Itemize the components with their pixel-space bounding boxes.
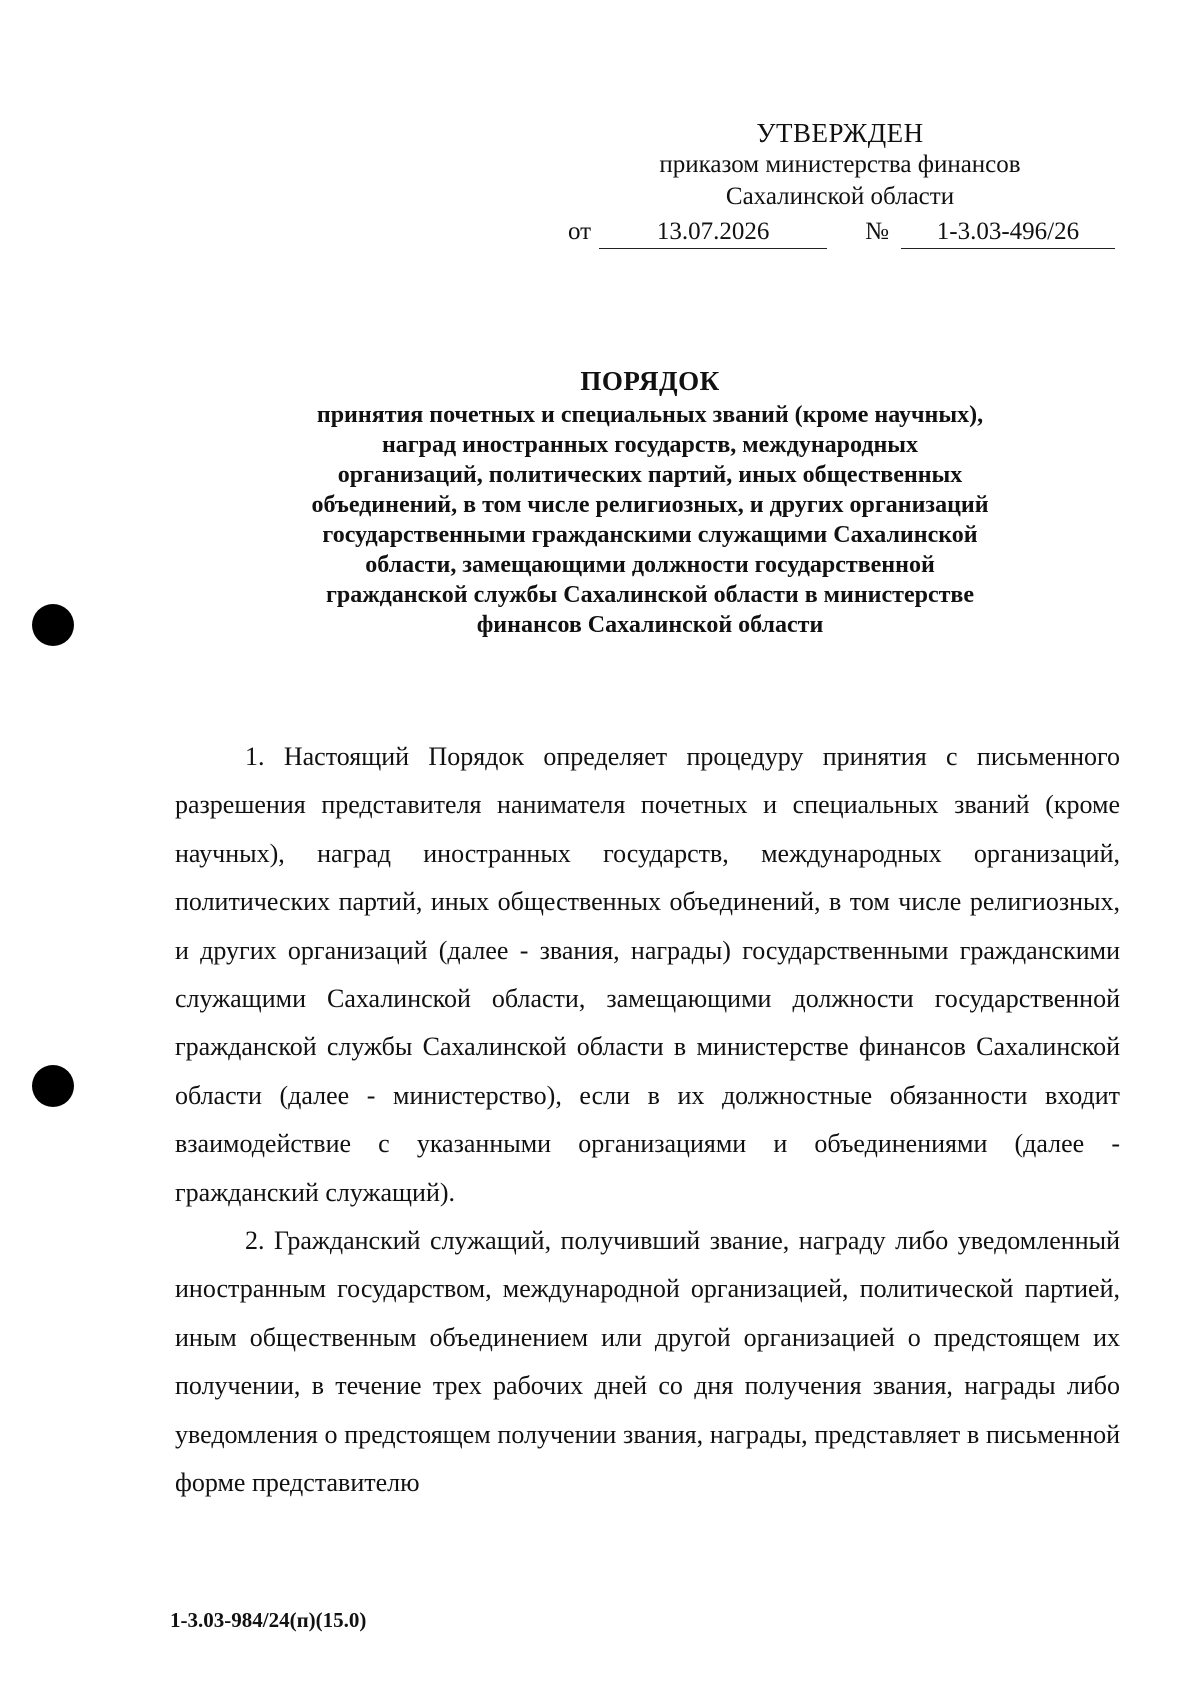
- document-body: [175, 733, 1120, 1508]
- order-reference-line: [568, 216, 1115, 249]
- footer-document-code: 1-3.03-984/24(п)(15.0): [170, 1608, 367, 1632]
- approval-title: УТВЕРЖДЕН: [756, 118, 924, 148]
- approval-block: [560, 117, 1120, 213]
- from-label: от: [568, 218, 592, 245]
- paragraph-2: 2. Гражданский служащий, получивший звание, награду либо уведомленный иностранным государством, международной организацией, политической партией, иным общественным объединением или другой организацией о предстоящем их получении, в течение трех рабочих дней со дня получения звания, награды либо уведомления о предстоящем получении звания, награды, представляет в письменной форме представителю: [175, 1226, 1120, 1498]
- subtitle-line: наград иностранных государств, международных: [381, 432, 919, 458]
- order-number: 1-3.03-496/26: [901, 216, 1115, 249]
- number-label: №: [865, 218, 889, 245]
- document-title: ПОРЯДОК: [580, 366, 720, 396]
- subtitle-line: области, замещающими должности государственной: [365, 552, 935, 578]
- document-subtitle: [220, 400, 1080, 640]
- paragraph-1: 1. Настоящий Порядок определяет процедуру принятия с письменного разрешения представителя нанимателя почетных и специальных званий (кроме научных), наград иностранных государств, международных организаций, политических партий, иных общественных объединений, в том числе религиозных, и других организаций (далее - звания, награды) государственными гражданскими служащими Сахалинской области, замещающими должности государственной гражданской службы Сахалинской области в министерстве финансов Сахалинской области (далее - министерство), если в их должностные обязанности входит взаимодействие с указанными организациями и объединениями (далее - гражданский служащий).: [175, 742, 1120, 1207]
- subtitle-line: финансов Сахалинской области: [476, 612, 824, 638]
- approval-line-1: приказом министерства финансов: [659, 151, 1021, 178]
- order-date: 13.07.2026: [599, 216, 827, 249]
- punch-hole-top: [32, 604, 74, 646]
- subtitle-line: государственными гражданскими служащими Сахалинской: [322, 522, 978, 548]
- punch-hole-bottom: [32, 1065, 74, 1107]
- subtitle-line: принятия почетных и специальных званий (кроме научных),: [316, 402, 984, 428]
- approval-line-2: Сахалинской области: [725, 183, 955, 210]
- subtitle-line: гражданской службы Сахалинской области в министерстве: [326, 582, 974, 608]
- subtitle-line: организаций, политических партий, иных общественных: [337, 462, 963, 488]
- subtitle-line: объединений, в том числе религиозных, и других организаций: [311, 492, 989, 518]
- document-heading: [220, 364, 1080, 640]
